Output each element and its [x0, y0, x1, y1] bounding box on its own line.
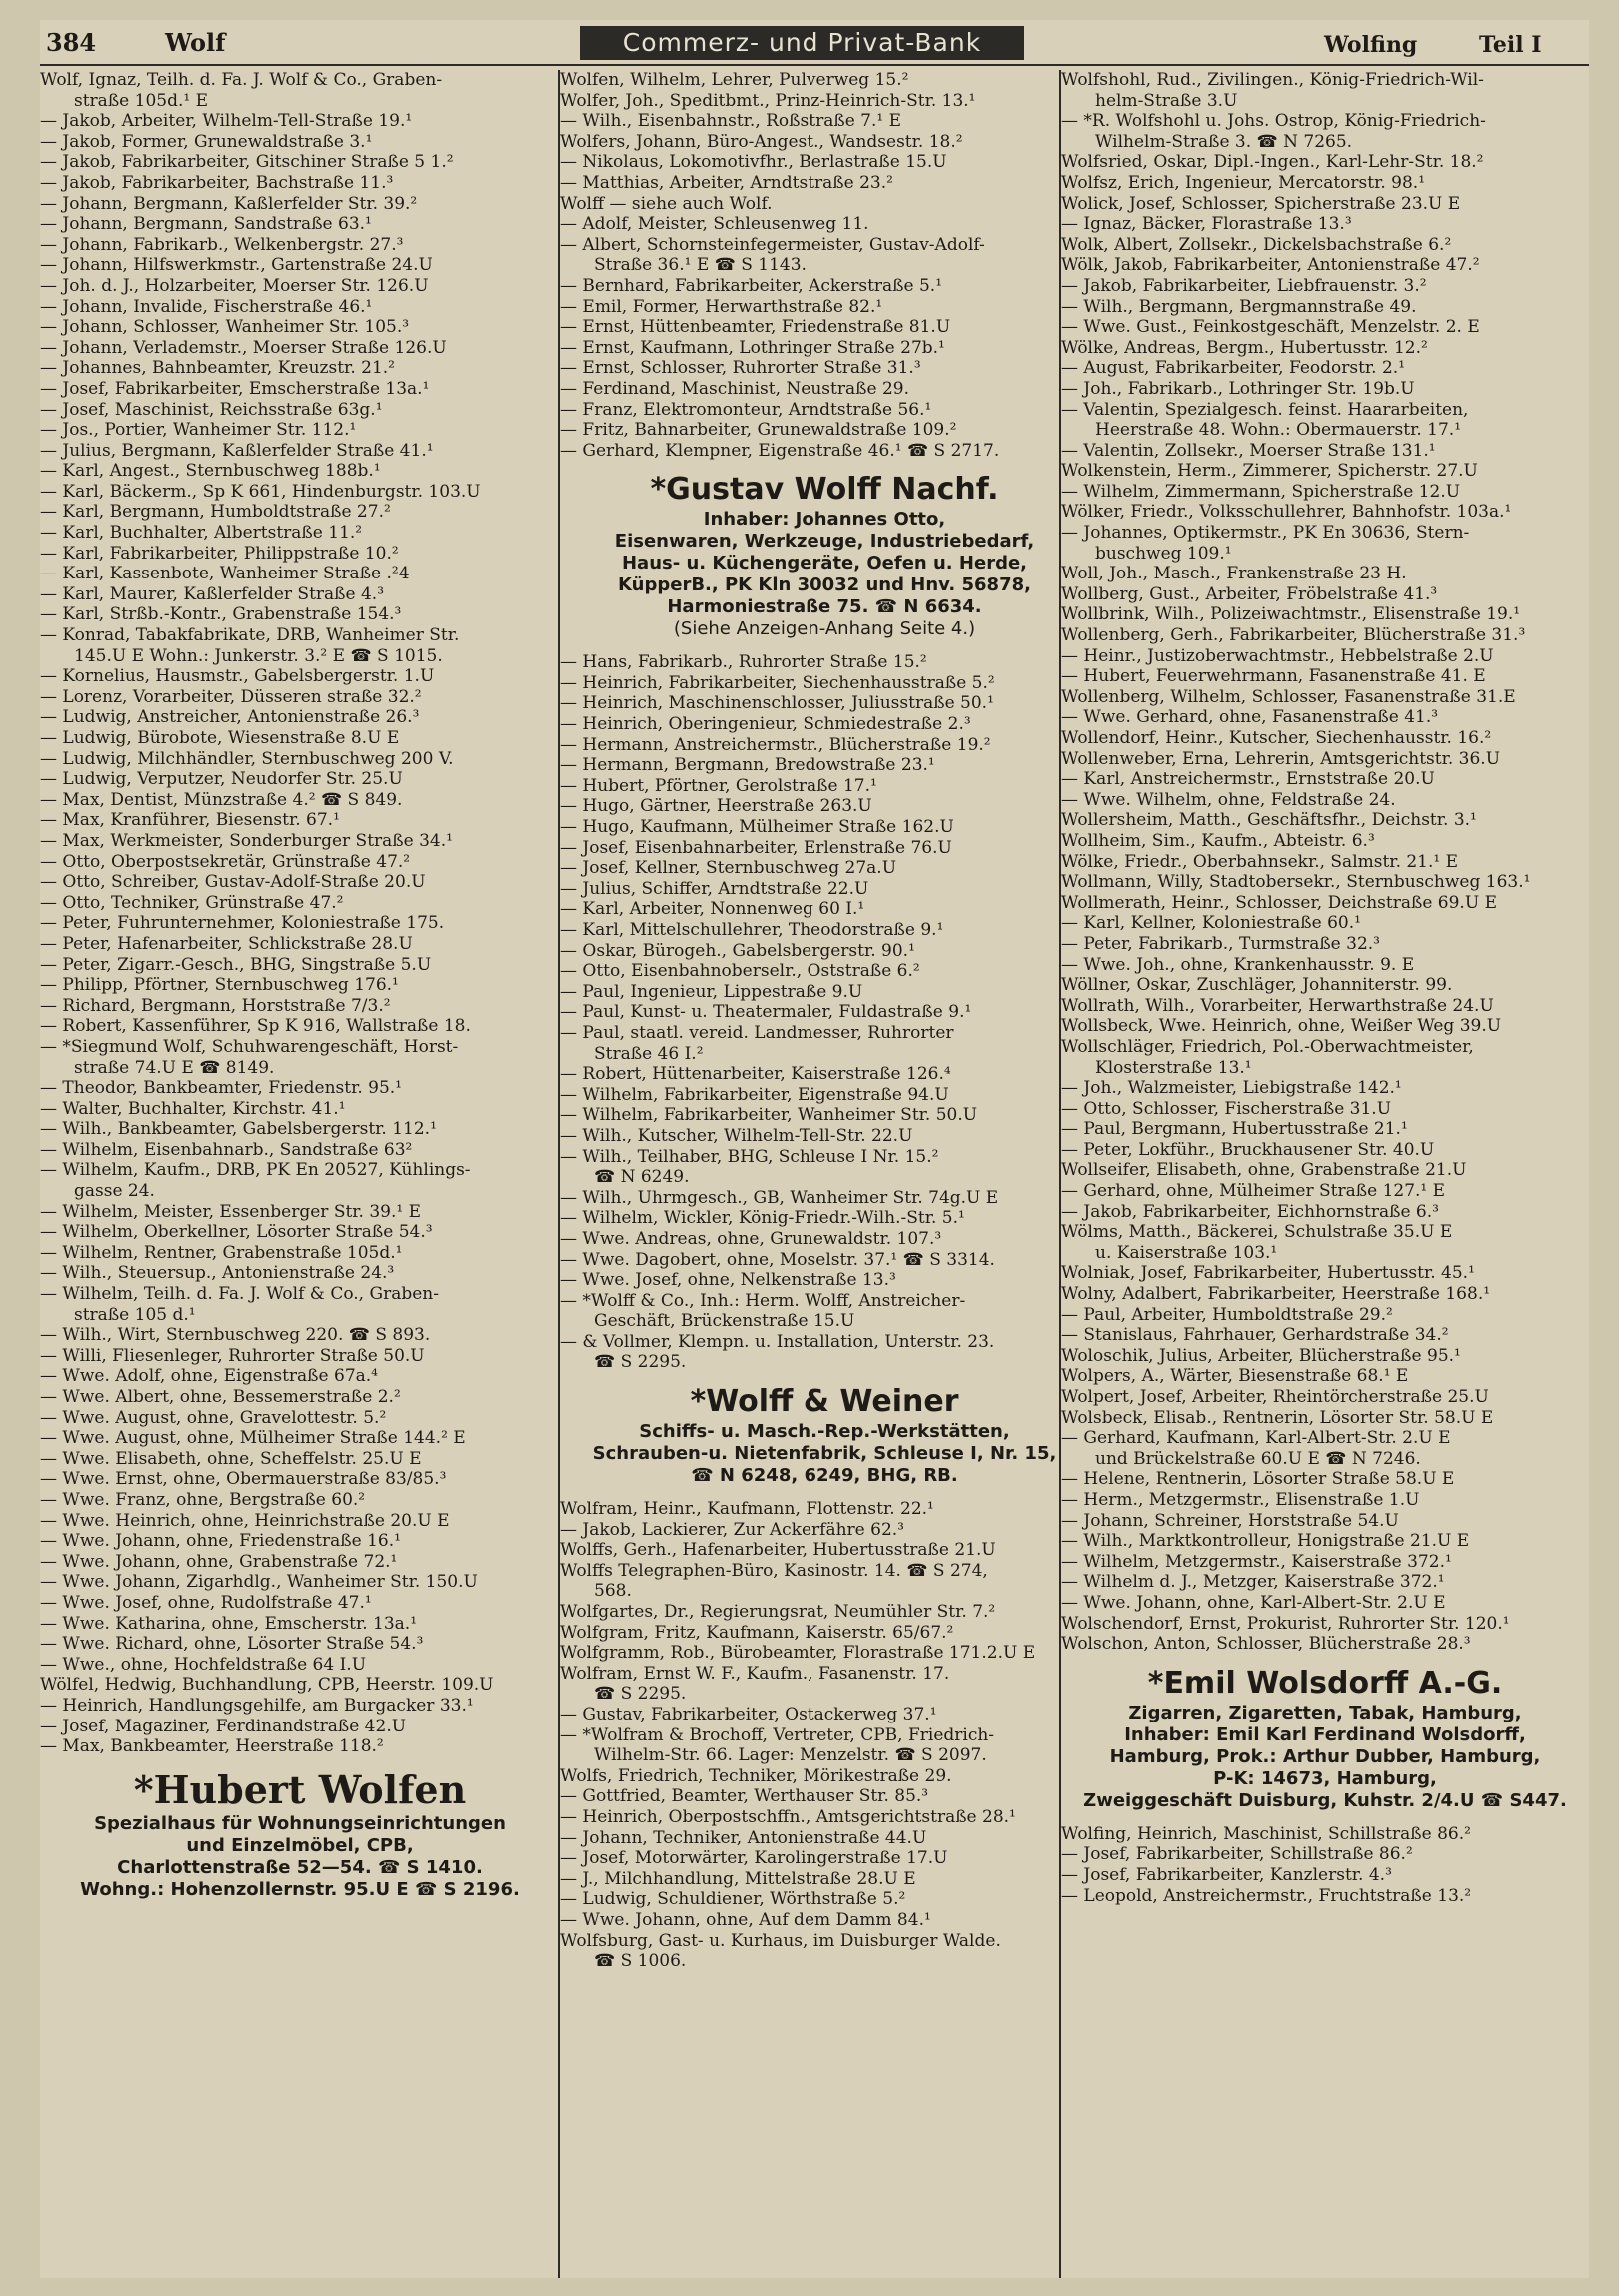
directory-entry: — Willi, Fliesenleger, Ruhrorter Straße 50.U [40, 1345, 425, 1366]
directory-entry: — Josef, Fabrikarbeiter, Schillstraße 86.² [1061, 1844, 1413, 1865]
ad-gustav-line-4: KüpperB., PK Kln 30032 und Hnv. 56878, [618, 574, 1031, 596]
directory-entry: — Otto, Eisenbahnoberselr., Oststraße 6.² [560, 961, 920, 982]
ad-hubert-line-1: Spezialhaus für Wohnungseinrichtungen [94, 1812, 506, 1834]
ad-weiner-line-1: Schiffs- u. Masch.-Rep.-Werkstätten, [639, 1421, 1010, 1443]
directory-entry: — Ludwig, Verputzer, Neudorfer Str. 25.U [40, 769, 403, 790]
directory-entry: — Ludwig, Bürobote, Wiesenstraße 8.U E [40, 728, 400, 748]
directory-entry: — Wilh., Wirt, Sternbuschweg 220. ☎ S 893. [40, 1325, 431, 1346]
directory-entry: Wolfer, Joh., Speditbmt., Prinz-Heinrich-Str. 13.¹ [560, 90, 976, 111]
directory-entry: — *Wolff & Co., Inh.: Herm. Wolff, Anstreicher- [560, 1290, 966, 1311]
directory-entry: — Hugo, Gärtner, Heerstraße 263.U [560, 796, 872, 817]
directory-entry: — Hans, Fabrikarb., Ruhrorter Straße 15.² [560, 652, 927, 673]
directory-entry: — Wilh., Bergmann, Bergmannstraße 49. [1061, 296, 1417, 317]
directory-entry: — Josef, Kellner, Sternbuschweg 27a.U [560, 858, 897, 879]
directory-entry: — Wwe. Elisabeth, ohne, Scheffelstr. 25.U E [40, 1448, 422, 1469]
directory-entry: — Ernst, Schlosser, Ruhrorter Straße 31.³ [560, 358, 921, 379]
header-name-right: Wolfing [1324, 32, 1418, 58]
directory-entry: Wollenberg, Gerh., Fabrikarbeiter, Blücherstraße 31.³ [1061, 625, 1526, 646]
directory-entry: — Karl, Kellner, Koloniestraße 60.¹ [1061, 913, 1361, 934]
directory-entry: Straße 36.¹ E ☎ S 1143. [594, 255, 807, 276]
directory-entry: — Wilh., Eisenbahnstr., Roßstraße 7.¹ E [560, 111, 902, 132]
ad-emil-wolsdorff [1061, 1665, 1589, 1812]
bank-banner: Commerz- und Privat-Bank [580, 26, 1024, 60]
directory-entry: Wölker, Friedr., Volksschullehrer, Bahnhofstr. 103a.¹ [1061, 502, 1512, 523]
directory-entry: — Wilh., Kutscher, Wilhelm-Tell-Str. 22.U [560, 1125, 913, 1146]
directory-entry: — Otto, Schreiber, Gustav-Adolf-Straße 20.U [40, 872, 426, 893]
directory-entry: — *Siegmund Wolf, Schuhwarengeschäft, Horst- [40, 1036, 459, 1057]
directory-entry: Wolfers, Johann, Büro-Angest., Wandsestr. 18.² [560, 131, 963, 152]
directory-entry: — Wwe. Ernst, ohne, Obermauerstraße 83/85.³ [40, 1469, 447, 1490]
directory-entry: — J., Milchhandlung, Mittelstraße 28.U E [560, 1868, 916, 1889]
directory-entry: — Lorenz, Vorarbeiter, Düsseren straße 32.² [40, 686, 422, 707]
directory-entry: Heerstraße 48. Wohn.: Obermauerstr. 17.¹ [1095, 420, 1462, 441]
directory-entry: — Wilhelm, Meister, Essenberger Str. 39.¹ E [40, 1201, 422, 1222]
ad-hubert-line-3: Charlottenstraße 52—54. ☎ S 1410. [117, 1856, 483, 1878]
ad-gustav-line-2: Eisenwaren, Werkzeuge, Industriebedarf, [614, 531, 1035, 553]
directory-entry: — Max, Dentist, Münzstraße 4.² ☎ S 849. [40, 789, 403, 810]
directory-entry: — Heinr., Justizoberwachtmstr., Hebbelstraße 2.U [1061, 645, 1494, 666]
directory-entry: — Karl, Anstreichermstr., Ernststraße 20.U [1061, 769, 1435, 790]
directory-entry: — Herm., Metzgermstr., Elisenstraße 1.U [1061, 1489, 1420, 1510]
directory-entry: — Wwe. Albert, ohne, Bessemerstraße 2.² [40, 1387, 401, 1407]
directory-entry: Wolfs, Friedrich, Techniker, Mörikestraße 29. [560, 1765, 952, 1786]
directory-entry: Wilhelm-Str. 66. Lager: Menzelstr. ☎ S 2097. [594, 1745, 987, 1766]
directory-entry: — Jakob, Fabrikarbeiter, Eichhornstraße 6.³ [1061, 1201, 1439, 1222]
ad-wolff-weiner [560, 1383, 1089, 1487]
page-number: 384 [46, 28, 97, 57]
directory-entry: Wolffs, Gerh., Hafenarbeiter, Hubertusstraße 21.U [560, 1540, 996, 1561]
directory-entry: — Karl, Kassenbote, Wanheimer Straße .²4 [40, 564, 410, 584]
directory-entry: — Hermann, Bergmann, Bredowstraße 23.¹ [560, 755, 935, 776]
directory-entry: — Richard, Bergmann, Horststraße 7/3.² [40, 995, 391, 1016]
directory-entry: — Wilhelm, Kaufm., DRB, PK En 20527, Kühlings- [40, 1160, 471, 1181]
directory-entry: — Josef, Fabrikarbeiter, Emscherstraße 13a.¹ [40, 378, 430, 399]
directory-entry: — Ludwig, Schuldiener, Wörthstraße 5.² [560, 1889, 906, 1910]
column-3-entries-a [1061, 70, 1589, 1655]
directory-entry: Wolsbeck, Elisab., Rentnerin, Lösorter Str. 58.U E [1061, 1407, 1494, 1428]
directory-entry: — Otto, Oberpostsekretär, Grünstraße 47.² [40, 851, 411, 872]
directory-entry: — August, Fabrikarbeiter, Feodorstr. 2.¹ [1061, 358, 1406, 379]
directory-entry: — Wwe. Wilhelm, ohne, Feldstraße 24. [1061, 789, 1396, 810]
directory-entry: Wolfen, Wilhelm, Lehrer, Pulverweg 15.² [560, 70, 909, 90]
directory-entry: — Hermann, Anstreichermstr., Blücherstraße 19.² [560, 734, 991, 755]
directory-entry: u. Kaiserstraße 103.¹ [1095, 1242, 1278, 1263]
directory-entry: — Franz, Elektromonteur, Arndtstraße 56.¹ [560, 399, 932, 420]
directory-entry: — Heinrich, Handlungsgehilfe, am Burgacker 33.¹ [40, 1695, 474, 1716]
directory-entry: Wolk, Albert, Zollsekr., Dickelsbachstraße 6.² [1061, 234, 1452, 255]
directory-entry: — Konrad, Tabakfabrikate, DRB, Wanheimer Str. [40, 625, 460, 646]
directory-entry: — Wwe. Heinrich, ohne, Heinrichstraße 20.U E [40, 1510, 450, 1531]
header-part: Teil I [1479, 32, 1542, 58]
directory-entry: Wolfshohl, Rud., Zivilingen., König-Friedrich-Wil- [1061, 70, 1484, 90]
directory-entry: Wolfsried, Oskar, Dipl.-Ingen., Karl-Lehr-Str. 18.² [1061, 152, 1484, 173]
directory-entry: — Peter, Fuhrunternehmer, Koloniestraße 175. [40, 913, 445, 934]
directory-entry: — Johann, Schlosser, Wanheimer Str. 105.³ [40, 317, 410, 338]
ad-weiner-line-2: Schrauben-u. Nietenfabrik, Schleuse I, Nr. 15, [592, 1443, 1057, 1465]
directory-entry: Wolfing, Heinrich, Maschinist, Schillstraße 86.² [1061, 1823, 1471, 1844]
directory-entry: — Wwe. Katharina, ohne, Emscherstr. 13a.¹ [40, 1613, 418, 1634]
directory-entry: — Albert, Schornsteinfegermeister, Gustav-Adolf- [560, 234, 985, 255]
page-header [40, 20, 1589, 64]
directory-entry: Woll, Joh., Masch., Frankenstraße 23 H. [1061, 564, 1407, 584]
directory-entry: — Gerhard, Kaufmann, Karl-Albert-Str. 2.U E [1061, 1428, 1451, 1449]
directory-entry: — Jakob, Former, Grunewaldstraße 3.¹ [40, 131, 373, 152]
directory-entry: Wolschon, Anton, Schlosser, Blücherstraße 28.³ [1061, 1634, 1471, 1655]
directory-entry: Wölfel, Hedwig, Buchhandlung, CPB, Heerstr. 109.U [40, 1675, 494, 1696]
directory-entry: Wollenweber, Erna, Lehrerin, Amtsgerichtstr. 36.U [1061, 748, 1501, 769]
directory-entry: Wollsbeck, Wwe. Heinrich, ohne, Weißer Weg 39.U [1061, 1016, 1502, 1037]
directory-entry: — Johann, Bergmann, Kaßlerfelder Str. 39.² [40, 193, 418, 214]
directory-entry: straße 74.U E ☎ 8149. [74, 1057, 275, 1078]
directory-entry: — Jakob, Lackierer, Zur Ackerfähre 62.³ [560, 1519, 904, 1540]
directory-entry: — Ferdinand, Maschinist, Neustraße 29. [560, 378, 909, 399]
ad-hubert-line-2: und Einzelmöbel, CPB, [186, 1834, 414, 1856]
directory-entry: — Fritz, Bahnarbeiter, Grunewaldstraße 109.² [560, 420, 957, 441]
directory-entry: gasse 24. [74, 1181, 155, 1202]
directory-entry: — Gustav, Fabrikarbeiter, Ostackerweg 37.¹ [560, 1705, 937, 1724]
directory-entry: — Johann, Hilfswerkmstr., Gartenstraße 24.U [40, 255, 433, 276]
directory-entry: Wolfram, Heinr., Kaufmann, Flottenstr. 22.¹ [560, 1499, 934, 1520]
directory-entry: — Valentin, Spezialgesch. feinst. Haararbeiten, [1061, 399, 1469, 420]
directory-entry: — Julius, Schiffer, Arndtstraße 22.U [560, 878, 869, 899]
directory-entry: — Wwe. Johann, ohne, Friedenstraße 16.¹ [40, 1531, 401, 1552]
directory-entry: Wolfgartes, Dr., Regierungsrat, Neumühler Str. 7.² [560, 1602, 996, 1623]
directory-entry: — Paul, Bergmann, Hubertusstraße 21.¹ [1061, 1119, 1408, 1140]
directory-entry: Wolfgram, Fritz, Kaufmann, Kaiserstr. 65/67.² [560, 1622, 954, 1643]
directory-entry: — Wilhelm, Wickler, König-Friedr.-Wilh.-Str. 5.¹ [560, 1208, 965, 1229]
directory-entry: — Johann, Fabrikarb., Welkenbergstr. 27.³ [40, 234, 404, 255]
directory-entry: straße 105 d.¹ [74, 1304, 196, 1325]
directory-entry: — Leopold, Anstreichermstr., Fruchtstraße 13.² [1061, 1885, 1472, 1906]
directory-entry: — Max, Bankbeamter, Heerstraße 118.² [40, 1736, 384, 1757]
directory-entry: — Jakob, Fabrikarbeiter, Bachstraße 11.³ [40, 172, 394, 193]
header-rule [40, 64, 1589, 66]
directory-entry: — Peter, Fabrikarb., Turmstraße 32.³ [1061, 933, 1380, 954]
directory-entry: — Wwe. Josef, ohne, Nelkenstraße 13.³ [560, 1270, 896, 1291]
directory-entry: — Karl, Bergmann, Humboldtstraße 27.² [40, 502, 391, 523]
column-2-entries-a [560, 70, 1089, 461]
directory-entry: — Ludwig, Anstreicher, Antonienstraße 26.³ [40, 707, 420, 728]
directory-entry: — Jakob, Fabrikarbeiter, Liebfrauenstr. 3.² [1061, 275, 1427, 296]
directory-entry: Wollseifer, Elisabeth, ohne, Grabenstraße 21.U [1061, 1160, 1467, 1181]
directory-entry: Wöllner, Oskar, Zuschläger, Johanniterstr. 99. [1061, 975, 1453, 996]
ad-hubert-wolfen [40, 1767, 560, 1901]
directory-entry: helm-Straße 3.U [1095, 90, 1238, 111]
directory-entry: — Johann, Techniker, Antonienstraße 44.U [560, 1827, 927, 1848]
directory-entry: Wollmann, Willy, Stadtobersekr., Sternbuschweg 163.¹ [1061, 872, 1531, 893]
directory-entry: — Matthias, Arbeiter, Arndtstraße 23.² [560, 172, 893, 193]
directory-entry: — Oskar, Bürogeh., Gabelsbergerstr. 90.¹ [560, 940, 915, 961]
directory-entry: — Max, Werkmeister, Sonderburger Straße 34.¹ [40, 830, 453, 851]
directory-entry: — Heinrich, Oberpostschffn., Amtsgerichtstraße 28.¹ [560, 1806, 1016, 1827]
directory-entry: — Heinrich, Oberingenieur, Schmiedestraße 2.³ [560, 714, 971, 735]
directory-entry: — Walter, Buchhalter, Kirchstr. 41.¹ [40, 1098, 346, 1119]
directory-entry: 145.U E Wohn.: Junkerstr. 3.² E ☎ S 1015. [74, 645, 443, 666]
directory-entry: Wollendorf, Heinr., Kutscher, Siechenhausstr. 16.² [1061, 728, 1492, 748]
header-name-left: Wolf [165, 28, 226, 57]
directory-entry: Wolfram, Ernst W. F., Kaufm., Fasanenstr. 17. [560, 1663, 950, 1684]
directory-entry: — Paul, staatl. vereid. Landmesser, Ruhrorter [560, 1022, 954, 1043]
directory-entry: — Wwe. Gerhard, ohne, Fasanenstraße 41.³ [1061, 707, 1439, 728]
directory-entry: — Paul, Kunst- u. Theatermaler, Fuldastraße 9.¹ [560, 1002, 972, 1023]
directory-entry: — Wilh., Teilhaber, BHG, Schleuse I Nr. 15.² [560, 1146, 939, 1167]
directory-entry: Wölke, Andreas, Bergm., Hubertusstr. 12.² [1061, 337, 1428, 358]
directory-entry: — Karl, Arbeiter, Nonnenweg 60 I.¹ [560, 899, 865, 920]
directory-entry: — Josef, Magaziner, Ferdinandstraße 42.U [40, 1716, 407, 1736]
directory-entry: — Jakob, Fabrikarbeiter, Gitschiner Straße 5 1.² [40, 152, 454, 173]
ad-gustav-title: *Gustav Wolff Nachf. [650, 472, 999, 508]
directory-entry: — Valentin, Zollsekr., Moerser Straße 131.¹ [1061, 440, 1436, 461]
directory-entry: — Peter, Zigarr.-Gesch., BHG, Singstraße 5.U [40, 954, 432, 975]
directory-entry: — Josef, Fabrikarbeiter, Kanzlerstr. 4.³ [1061, 1864, 1392, 1885]
directory-entry: — Wilhelm d. J., Metzger, Kaiserstraße 372.¹ [1061, 1572, 1445, 1593]
directory-entry: — Wilhelm, Oberkellner, Lösorter Straße 54.³ [40, 1222, 433, 1243]
directory-entry: — Julius, Bergmann, Kaßlerfelder Straße 41.¹ [40, 440, 434, 461]
ad-emil-line-1: Zigarren, Zigaretten, Tabak, Hamburg, [1128, 1702, 1522, 1723]
directory-entry: — Wwe. Franz, ohne, Bergstraße 60.² [40, 1489, 366, 1510]
directory-entry: — Paul, Arbeiter, Humboldtstraße 29.² [1061, 1304, 1393, 1325]
directory-entry: — Jos., Portier, Wanheimer Str. 112.¹ [40, 420, 357, 441]
directory-page [40, 20, 1589, 2278]
directory-entry: — Wwe. Adolf, ohne, Eigenstraße 67a.⁴ [40, 1366, 378, 1387]
directory-entry: Wolick, Josef, Schlosser, Spicherstraße 23.U E [1061, 193, 1461, 214]
directory-entry: — *R. Wolfshohl u. Johs. Ostrop, König-Friedrich- [1061, 111, 1486, 132]
ad-weiner-title: *Wolff & Weiner [690, 1384, 959, 1420]
directory-entry: — Nikolaus, Lokomotivfhr., Berlastraße 15.U [560, 152, 947, 173]
directory-entry: — Emil, Former, Herwarthstraße 82.¹ [560, 296, 883, 317]
directory-entry: — Wilhelm, Rentner, Grabenstraße 105d.¹ [40, 1242, 403, 1263]
ad-gustav-line-3: Haus- u. Küchengeräte, Oefen u. Herde, [621, 553, 1027, 574]
column-2-entries-c [560, 1499, 1089, 1972]
directory-entry: — Wwe., ohne, Hochfeldstraße 64 I.U [40, 1654, 367, 1675]
directory-entry: ☎ S 2295. [594, 1352, 687, 1373]
directory-entry: — Hubert, Pförtner, Gerolstraße 17.¹ [560, 775, 877, 796]
ad-emil-line-2: Inhaber: Emil Karl Ferdinand Wolsdorff, [1124, 1723, 1526, 1745]
directory-entry: — Wilhelm, Metzgermstr., Kaiserstraße 372.¹ [1061, 1551, 1452, 1572]
directory-entry: — Karl, Bäckerm., Sp K 661, Hindenburgstr. 103.U [40, 481, 481, 502]
directory-entry: — Max, Kranführer, Biesenstr. 67.¹ [40, 810, 340, 831]
directory-entry: — Bernhard, Fabrikarbeiter, Ackerstraße 5.¹ [560, 275, 943, 296]
directory-entry: — Johann, Bergmann, Sandstraße 63.¹ [40, 214, 372, 235]
column-3-entries-b [1061, 1824, 1589, 1906]
column-1 [40, 70, 560, 1913]
directory-entry: — Hugo, Kaufmann, Mülheimer Straße 162.U [560, 817, 954, 838]
directory-entry: — Johann, Schreiner, Horststraße 54.U [1061, 1510, 1399, 1531]
directory-entry: und Brückelstraße 60.U E ☎ N 7246. [1095, 1448, 1421, 1469]
column-3 [1061, 70, 1589, 1906]
directory-entry: Wolf, Ignaz, Teilh. d. Fa. J. Wolf & Co., Graben- [40, 70, 443, 90]
directory-entry: — Heinrich, Fabrikarbeiter, Siechenhausstraße 5.² [560, 672, 995, 693]
directory-entry: — Wwe. Andreas, ohne, Grunewaldstr. 107.³ [560, 1228, 942, 1249]
directory-entry: — Joh., Fabrikarb., Lothringer Str. 19b.U [1061, 378, 1415, 399]
directory-entry: — Johann, Invalide, Fischerstraße 46.¹ [40, 296, 373, 317]
ad-emil-line-5: Zweiggeschäft Duisburg, Kuhstr. 2/4.U ☎ S447. [1083, 1789, 1567, 1811]
directory-entry: Wolfsz, Erich, Ingenieur, Mercatorstr. 98.¹ [1061, 172, 1426, 193]
directory-entry: — Stanislaus, Fahrhauer, Gerhardstraße 34.² [1061, 1325, 1449, 1346]
directory-entry: — Johannes, Optikermstr., PK En 30636, Stern- [1061, 523, 1470, 544]
directory-entry: Wolfgramm, Rob., Bürobeamter, Florastraße 171.2.U E [560, 1643, 1036, 1664]
directory-entry: — Karl, Fabrikarbeiter, Philippstraße 10.² [40, 543, 399, 564]
ad-gustav-wolff [560, 471, 1089, 640]
directory-entry: — Robert, Kassenführer, Sp K 916, Wallstraße 18. [40, 1016, 471, 1037]
directory-entry: — Josef, Eisenbahnarbeiter, Erlenstraße 76.U [560, 837, 952, 858]
directory-entry: Wollmerath, Heinr., Schlosser, Deichstraße 69.U E [1061, 892, 1497, 913]
directory-entry: — Ernst, Hüttenbeamter, Friedenstraße 81.U [560, 317, 951, 338]
directory-entry: Woloschik, Julius, Arbeiter, Blücherstraße 95.¹ [1061, 1345, 1461, 1366]
directory-entry: — Wwe. Dagobert, ohne, Moselstr. 37.¹ ☎ S 3314. [560, 1249, 995, 1270]
directory-entry: Wilhelm-Straße 3. ☎ N 7265. [1095, 131, 1353, 152]
directory-entry: Wolny, Adalbert, Fabrikarbeiter, Heerstraße 168.¹ [1061, 1284, 1491, 1305]
directory-entry: — Joh., Walzmeister, Liebigstraße 142.¹ [1061, 1078, 1402, 1099]
ad-emil-line-3: Hamburg, Prok.: Arthur Dubber, Hamburg, [1109, 1745, 1541, 1767]
directory-entry: — Joh. d. J., Holzarbeiter, Moerser Str. 126.U [40, 275, 429, 296]
directory-entry: — Gerhard, ohne, Mülheimer Straße 127.¹ E [1061, 1181, 1446, 1202]
directory-entry: — Peter, Hafenarbeiter, Schlickstraße 28.U [40, 933, 413, 954]
directory-entry: — Gerhard, Klempner, Eigenstraße 46.¹ ☎ S 2717. [560, 440, 1000, 461]
directory-entry: — Josef, Maschinist, Reichsstraße 63g.¹ [40, 399, 383, 420]
directory-entry: — Josef, Motorwärter, Karolingerstraße 17.U [560, 1848, 948, 1869]
directory-entry: — Wwe. Richard, ohne, Lösorter Straße 54.³ [40, 1634, 424, 1655]
directory-entry: — Wwe. Johann, ohne, Grabenstraße 72.¹ [40, 1551, 398, 1572]
directory-entry: — Ludwig, Milchhändler, Sternbuschweg 200 V. [40, 748, 454, 769]
directory-entry: — Wwe. Gust., Feinkostgeschäft, Menzelstr. 2. E [1061, 317, 1480, 338]
directory-entry: — Wwe. August, ohne, Mülheimer Straße 144.² E [40, 1428, 466, 1449]
directory-entry: — Heinrich, Maschinenschlosser, Juliusstraße 50.¹ [560, 693, 994, 714]
directory-entry: — *Wolfram & Brochoff, Vertreter, CPB, Friedrich- [560, 1724, 995, 1745]
directory-entry: Wölk, Jakob, Fabrikarbeiter, Antonienstraße 47.² [1061, 255, 1480, 276]
directory-entry: — Ernst, Kaufmann, Lothringer Straße 27b.¹ [560, 337, 945, 358]
ad-weiner-line-3: ☎ N 6248, 6249, BHG, RB. [691, 1465, 958, 1487]
directory-entry: Wolpers, A., Wärter, Biesenstraße 68.¹ E [1061, 1366, 1409, 1387]
directory-entry: — Kornelius, Hausmstr., Gabelsbergerstr. 1.U [40, 666, 435, 687]
directory-entry: — Wilhelm, Fabrikarbeiter, Wanheimer Str. 50.U [560, 1105, 978, 1126]
directory-entry: — Wilh., Bankbeamter, Gabelsbergerstr. 112.¹ [40, 1119, 437, 1140]
directory-entry: — Wilhelm, Eisenbahnarb., Sandstraße 63² [40, 1139, 413, 1160]
directory-entry: — Ignaz, Bäcker, Florastraße 13.³ [1061, 214, 1352, 235]
directory-entry: Wollschläger, Friedrich, Pol.-Oberwachtmeister, [1061, 1036, 1474, 1057]
directory-entry: Wollenberg, Wilhelm, Schlosser, Fasanenstraße 31.E [1061, 686, 1516, 707]
directory-entry: Wolkenstein, Herm., Zimmerer, Spicherstr. 27.U [1061, 461, 1478, 482]
directory-entry: 568. [594, 1581, 632, 1602]
directory-entry: Wölms, Matth., Bäckerei, Schulstraße 35.U E [1061, 1222, 1453, 1243]
directory-entry: ☎ N 6249. [594, 1167, 690, 1188]
directory-entry: — Wilhelm, Fabrikarbeiter, Eigenstraße 94.U [560, 1084, 949, 1105]
directory-entry: — Wwe. August, ohne, Gravelottestr. 5.² [40, 1407, 387, 1428]
ad-emil-title: *Emil Wolsdorff A.-G. [1147, 1665, 1503, 1701]
directory-entry: — Robert, Hüttenarbeiter, Kaiserstraße 126.⁴ [560, 1064, 951, 1085]
directory-entry: — Wwe. Johann, ohne, Karl-Albert-Str. 2.U E [1061, 1592, 1446, 1613]
directory-entry: Wolpert, Josef, Arbeiter, Rheintörcherstraße 25.U [1061, 1387, 1489, 1407]
directory-entry: Wollbrink, Wilh., Polizeiwachtmstr., Elisenstraße 19.¹ [1061, 604, 1521, 625]
ad-hubert-line-4: Wohng.: Hohenzollernstr. 95.U E ☎ S 2196. [80, 1878, 520, 1900]
directory-entry: — Wilhelm, Teilh. d. Fa. J. Wolf & Co., Graben- [40, 1284, 439, 1305]
directory-entry: — Paul, Ingenieur, Lippestraße 9.U [560, 981, 863, 1002]
directory-entry: — Wilhelm, Zimmermann, Spicherstraße 12.U [1061, 481, 1461, 502]
directory-entry: Wolschendorf, Ernst, Prokurist, Ruhrorter Str. 120.¹ [1061, 1613, 1510, 1634]
directory-entry: — Otto, Techniker, Grünstraße 47.² [40, 892, 344, 913]
directory-entry: — Wilh., Uhrmgesch., GB, Wanheimer Str. 74g.U E [560, 1187, 999, 1208]
directory-entry: — Philipp, Pförtner, Sternbuschweg 176.¹ [40, 975, 399, 996]
directory-entry: Wolff — siehe auch Wolf. [560, 193, 773, 214]
directory-entry: Geschäft, Brückenstraße 15.U [594, 1311, 855, 1332]
ad-hubert-title: *Hubert Wolfen [133, 1766, 467, 1812]
directory-entry: — Peter, Lokführ., Bruckhausener Str. 40.U [1061, 1139, 1435, 1160]
directory-entry: — Karl, Angest., Sternbuschweg 188b.¹ [40, 461, 381, 482]
ad-gustav-line-6: (Siehe Anzeigen-Anhang Seite 4.) [673, 618, 976, 640]
directory-entry: — Jakob, Arbeiter, Wilhelm-Tell-Straße 19.¹ [40, 111, 413, 132]
directory-entry: Wolffs Telegraphen-Büro, Kasinostr. 14. ☎ S 274, [560, 1560, 988, 1581]
column-2-entries-b [560, 652, 1089, 1373]
directory-entry: — Theodor, Bankbeamter, Friedenstr. 95.¹ [40, 1078, 402, 1099]
directory-entry: — Johann, Verlademstr., Moerser Straße 126.U [40, 337, 447, 358]
directory-entry: buschweg 109.¹ [1095, 543, 1232, 564]
column-2 [560, 70, 1089, 1972]
directory-entry: — Wwe. Joh., ohne, Krankenhausstr. 9. E [1061, 954, 1415, 975]
directory-entry: Klosterstraße 13.¹ [1095, 1057, 1252, 1078]
directory-entry: — Wwe. Josef, ohne, Rudolfstraße 47.¹ [40, 1592, 372, 1613]
directory-entry: — Wwe. Johann, Zigarhdlg., Wanheimer Str. 150.U [40, 1572, 478, 1593]
directory-entry: Wolfsburg, Gast- u. Kurhaus, im Duisburger Walde. [560, 1930, 1001, 1951]
directory-entry: — Otto, Schlosser, Fischerstraße 31.U [1061, 1098, 1392, 1119]
directory-entry: — Hubert, Feuerwehrmann, Fasanenstraße 41. E [1061, 666, 1486, 687]
directory-entry: — Helene, Rentnerin, Lösorter Straße 58.U E [1061, 1469, 1455, 1490]
directory-entry: — Gottfried, Beamter, Werthauser Str. 85.³ [560, 1786, 929, 1807]
column-1-entries [40, 70, 560, 1757]
directory-entry: Wollersheim, Matth., Geschäftsfhr., Deichstr. 3.¹ [1061, 810, 1477, 831]
ad-gustav-line-1: Inhaber: Johannes Otto, [703, 509, 946, 531]
directory-entry: Straße 46 I.² [594, 1043, 704, 1064]
directory-entry: — Karl, Maurer, Kaßlerfelder Straße 4.³ [40, 583, 385, 604]
directory-entry: Wollberg, Gust., Arbeiter, Fröbelstraße 41.³ [1061, 583, 1438, 604]
directory-entry: — Adolf, Meister, Schleusenweg 11. [560, 214, 869, 235]
directory-entry: Wolniak, Josef, Fabrikarbeiter, Hubertusstr. 45.¹ [1061, 1263, 1475, 1284]
directory-entry: — Karl, Buchhalter, Albertstraße 11.² [40, 523, 363, 544]
directory-entry: — Wilh., Marktkontrolleur, Honigstraße 21.U E [1061, 1531, 1470, 1552]
directory-entry: Wölke, Friedr., Oberbahnsekr., Salmstr. 21.¹ E [1061, 851, 1459, 872]
directory-entry: Wollrath, Wilh., Vorarbeiter, Herwarthstraße 24.U [1061, 995, 1494, 1016]
directory-entry: Wollheim, Sim., Kaufm., Abteistr. 6.³ [1061, 830, 1375, 851]
directory-entry: — & Vollmer, Klempn. u. Installation, Unterstr. 23. [560, 1331, 995, 1352]
directory-entry: — Johannes, Bahnbeamter, Kreuzstr. 21.² [40, 358, 395, 379]
directory-entry: ☎ S 2295. [594, 1684, 687, 1705]
directory-entry: straße 105d.¹ E [74, 90, 208, 111]
directory-entry: ☎ S 1006. [594, 1951, 687, 1972]
directory-entry: — Karl, Strßb.-Kontr., Grabenstraße 154.³ [40, 604, 402, 625]
directory-entry: — Karl, Mittelschullehrer, Theodorstraße 9.¹ [560, 920, 944, 940]
directory-entry: — Wilh., Steuersup., Antonienstraße 24.³ [40, 1263, 395, 1284]
directory-entry: — Wwe. Johann, ohne, Auf dem Damm 84.¹ [560, 1909, 931, 1930]
ad-emil-line-4: P-K: 14673, Hamburg, [1213, 1767, 1437, 1789]
ad-gustav-line-5: Harmoniestraße 75. ☎ N 6634. [667, 596, 982, 618]
